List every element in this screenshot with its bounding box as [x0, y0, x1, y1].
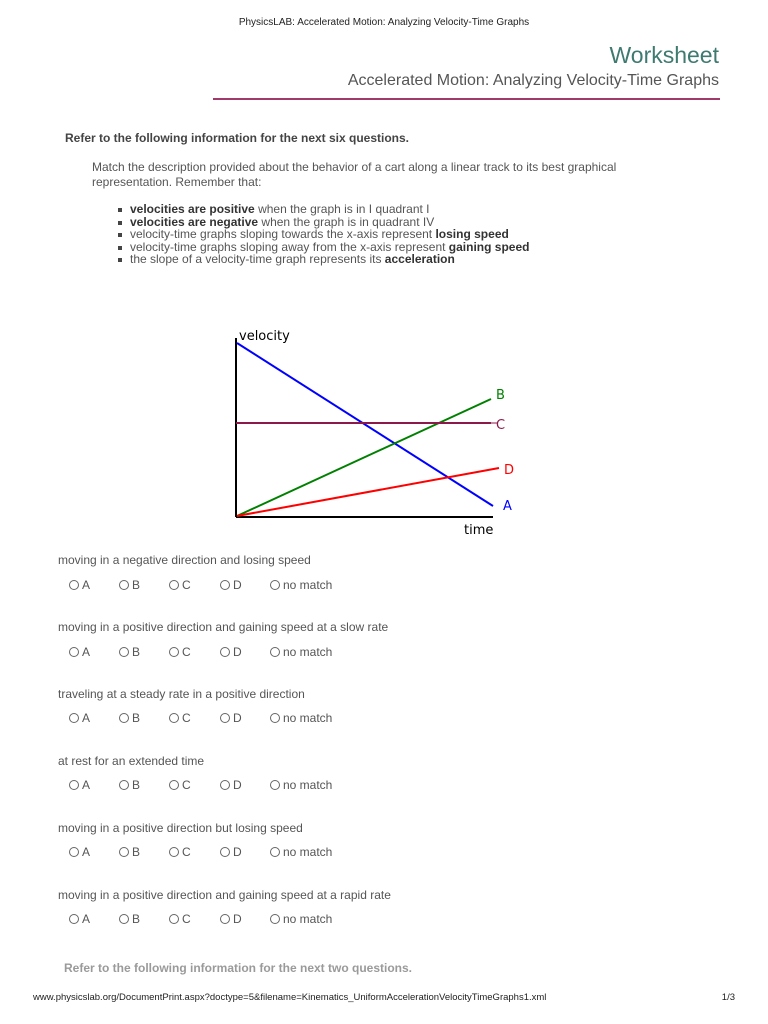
print-header: PhysicsLAB: Accelerated Motion: Analyzing Velocity-Time Graphs: [238, 17, 530, 28]
q5-option-c[interactable]: [169, 845, 191, 859]
worksheet-title: Worksheet: [609, 42, 719, 68]
question-1-text: moving in a negative direction and losing speed: [58, 553, 311, 567]
option-label: no match: [283, 711, 333, 725]
radio-button[interactable]: [69, 580, 79, 590]
option-label: B: [132, 645, 141, 659]
question-4-options: [69, 778, 429, 794]
option-label: D: [233, 645, 242, 659]
question-3-options: [69, 711, 429, 727]
rule-text: velocity-time graphs sloping towards the x-axis represent: [130, 227, 436, 241]
question-2-text: moving in a positive direction and gaining speed at a slow rate: [58, 620, 389, 634]
radio-button[interactable]: [69, 914, 79, 924]
q2-option-c[interactable]: [169, 645, 191, 659]
option-label: no match: [283, 645, 333, 659]
radio-button[interactable]: [270, 580, 280, 590]
option-label: no match: [283, 778, 333, 792]
footer-page-number: 1/3: [721, 992, 735, 1003]
option-label: no match: [283, 845, 333, 859]
q3-option-c[interactable]: [169, 711, 191, 725]
title-divider: [213, 98, 720, 100]
radio-button[interactable]: [169, 580, 179, 590]
q6-option-b[interactable]: [119, 912, 140, 926]
section-intro: Refer to the following information for the next six questions.: [65, 131, 410, 145]
rule-bold: gaining speed: [448, 239, 530, 254]
radio-button[interactable]: [169, 847, 179, 857]
radio-button[interactable]: [270, 847, 280, 857]
radio-button[interactable]: [270, 914, 280, 924]
rules-list: [116, 203, 529, 266]
radio-button[interactable]: [270, 713, 280, 723]
radio-button[interactable]: [220, 647, 230, 657]
line-a: [237, 343, 493, 506]
question-1-options: [69, 578, 429, 594]
q3-option-d[interactable]: [220, 711, 242, 725]
q3-option-b[interactable]: [119, 711, 140, 725]
radio-button[interactable]: [69, 647, 79, 657]
rule-text: velocity-time graphs sloping away from the x-axis represent: [130, 239, 449, 254]
q2-option-b[interactable]: [119, 645, 140, 659]
option-label: C: [182, 711, 191, 725]
option-label: C: [182, 845, 191, 859]
radio-button[interactable]: [69, 713, 79, 723]
worksheet-subtitle: Accelerated Motion: Analyzing Velocity-Time Graphs: [347, 72, 719, 89]
q2-option-a[interactable]: [69, 645, 90, 659]
rule-text: when the graph is in I quadrant I: [254, 202, 430, 216]
option-label: D: [233, 912, 242, 926]
radio-button[interactable]: [119, 580, 129, 590]
radio-button[interactable]: [169, 647, 179, 657]
q2-option-d[interactable]: [220, 645, 242, 659]
option-label: A: [82, 578, 91, 592]
instructions-paragraph: Match the description provided about the behavior of a cart along a linear track to its best graphical representation. Remember that:: [92, 160, 617, 189]
radio-button[interactable]: [220, 914, 230, 924]
radio-button[interactable]: [119, 780, 129, 790]
option-label: A: [82, 845, 91, 859]
q6-option-d[interactable]: [220, 912, 242, 926]
option-label: D: [233, 778, 242, 792]
line-d: [237, 468, 499, 516]
radio-button[interactable]: [119, 914, 129, 924]
q5-option-a[interactable]: [69, 845, 90, 859]
rule-bold: velocities are positive: [130, 202, 255, 216]
radio-button[interactable]: [69, 847, 79, 857]
question-6-options: [69, 912, 429, 928]
option-label: D: [233, 578, 242, 592]
q2-option-no-match[interactable]: [270, 645, 332, 659]
line-a-label: A: [503, 499, 512, 514]
q1-option-b[interactable]: [119, 578, 140, 592]
option-label: B: [132, 578, 141, 592]
option-label: A: [82, 645, 91, 659]
rule-text: the slope of a velocity-time graph represents its: [130, 252, 385, 266]
q1-option-c[interactable]: [169, 578, 191, 592]
question-2-options: [69, 645, 429, 661]
q6-option-c[interactable]: [169, 912, 191, 926]
question-5-text: moving in a positive direction but losing speed: [58, 821, 303, 835]
rule-bold: velocities are negative: [130, 214, 259, 229]
option-label: A: [82, 778, 91, 792]
line-b-label: B: [496, 388, 505, 403]
rule-bold: acceleration: [384, 252, 455, 266]
option-label: C: [182, 912, 191, 926]
q4-option-no-match[interactable]: [270, 778, 332, 792]
radio-button[interactable]: [270, 780, 280, 790]
q1-option-a[interactable]: [69, 578, 90, 592]
option-label: B: [132, 711, 141, 725]
radio-button[interactable]: [220, 713, 230, 723]
q4-option-c[interactable]: [169, 778, 191, 792]
radio-button[interactable]: [169, 914, 179, 924]
option-label: D: [233, 711, 242, 725]
option-label: no match: [283, 578, 333, 592]
radio-button[interactable]: [69, 780, 79, 790]
option-label: D: [233, 845, 242, 859]
option-label: B: [132, 912, 141, 926]
q6-option-no-match[interactable]: [270, 912, 332, 926]
rule-item: [116, 253, 529, 266]
option-label: C: [182, 778, 191, 792]
y-axis-label: velocity: [239, 329, 290, 344]
radio-button[interactable]: [169, 780, 179, 790]
option-label: C: [182, 645, 191, 659]
line-b: [237, 399, 491, 516]
radio-button[interactable]: [119, 847, 129, 857]
radio-button[interactable]: [220, 847, 230, 857]
q5-option-no-match[interactable]: [270, 845, 332, 859]
radio-button[interactable]: [270, 647, 280, 657]
question-3-text: traveling at a steady rate in a positive direction: [58, 687, 305, 701]
footer-url: www.physicslab.org/DocumentPrint.aspx?doctype=5&filename=Kinematics_UniformAccelerationVelocityTimeGraphs1.xml: [33, 992, 547, 1003]
rule-text: when the graph is in quadrant IV: [258, 214, 435, 229]
radio-button[interactable]: [119, 647, 129, 657]
radio-button[interactable]: [119, 713, 129, 723]
radio-button[interactable]: [220, 580, 230, 590]
velocity-time-graph: [225, 322, 525, 542]
q1-option-no-match[interactable]: [270, 578, 332, 592]
option-label: A: [82, 912, 91, 926]
next-section-intro: Refer to the following information for the next two questions.: [64, 961, 412, 975]
q1-option-d[interactable]: [220, 578, 242, 592]
q4-option-d[interactable]: [220, 778, 242, 792]
q4-option-a[interactable]: [69, 778, 90, 792]
line-c-label: C: [496, 418, 506, 433]
q5-option-d[interactable]: [220, 845, 242, 859]
q4-option-b[interactable]: [119, 778, 140, 792]
x-axis-label: time: [464, 523, 494, 538]
q5-option-b[interactable]: [119, 845, 140, 859]
option-label: B: [132, 778, 141, 792]
option-label: C: [182, 578, 191, 592]
question-4-text: at rest for an extended time: [58, 754, 205, 768]
radio-button[interactable]: [169, 713, 179, 723]
q6-option-a[interactable]: [69, 912, 90, 926]
radio-button[interactable]: [220, 780, 230, 790]
question-6-text: moving in a positive direction and gaining speed at a rapid rate: [58, 888, 391, 902]
question-5-options: [69, 845, 429, 861]
q3-option-no-match[interactable]: [270, 711, 332, 725]
q3-option-a[interactable]: [69, 711, 90, 725]
rule-bold: losing speed: [435, 227, 509, 241]
option-label: no match: [283, 912, 333, 926]
line-d-label: D: [504, 463, 515, 478]
option-label: A: [82, 711, 91, 725]
option-label: B: [132, 845, 141, 859]
